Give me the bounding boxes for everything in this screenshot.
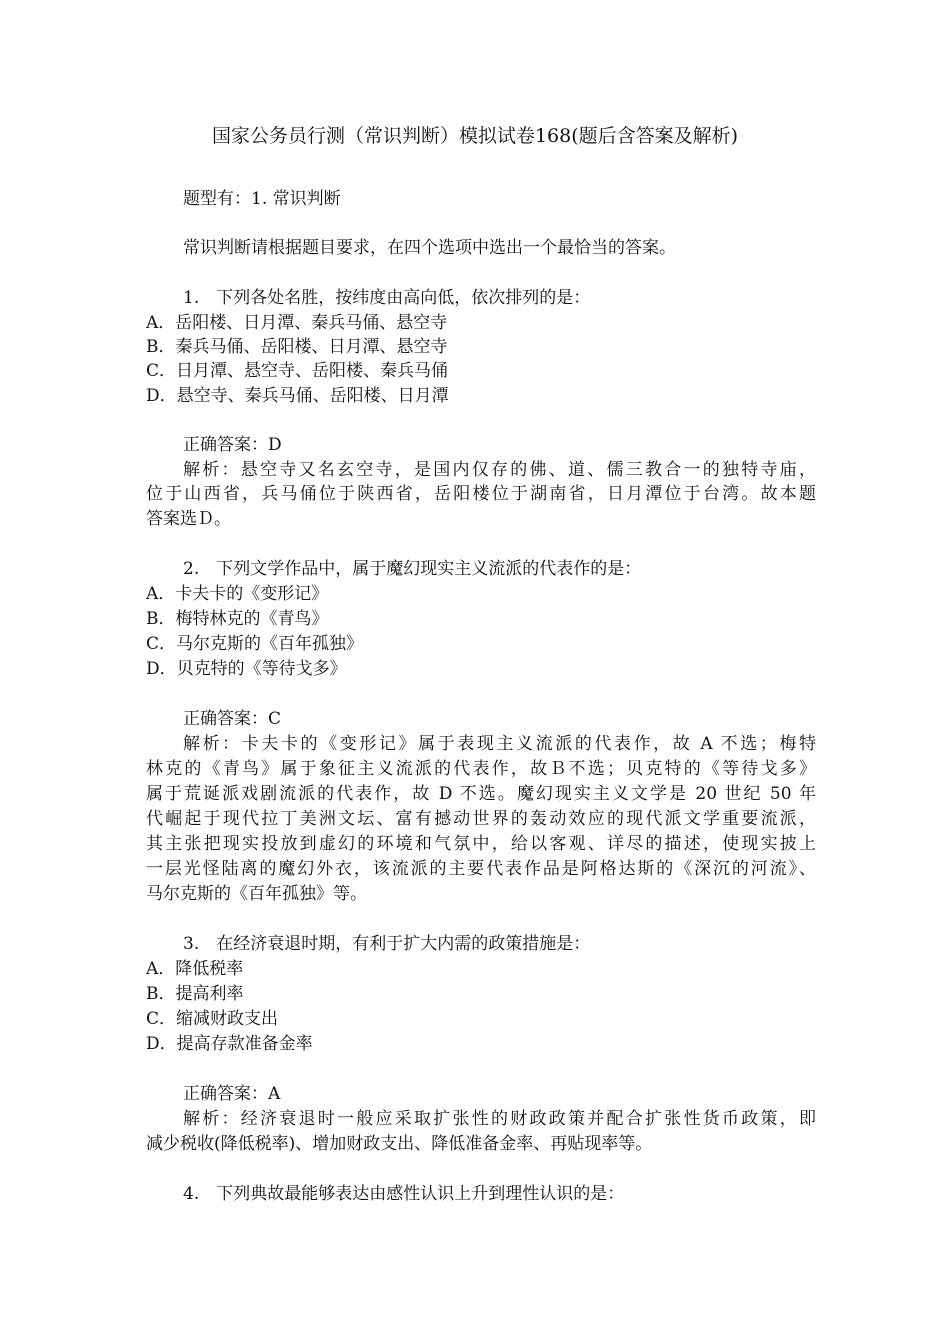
question-3-answer: 正确答案：A	[183, 1084, 281, 1104]
question-2-analysis-line: 代崛起于现代拉丁美洲文坛、富有撼动世界的轰动效应的现代派文学重要流派，	[146, 809, 816, 829]
question-3-option-d: D．提高存款准备金率	[146, 1034, 313, 1054]
question-2-analysis-line: 马尔克斯的《百年孤独》等。	[146, 884, 367, 904]
instruction-line: 常识判断请根据题目要求，在四个选项中选出一个最恰当的答案。	[183, 238, 676, 258]
question-1-option-b: B．秦兵马俑、岳阳楼、日月潭、悬空寺	[146, 337, 448, 357]
question-1-answer: 正确答案：D	[183, 435, 282, 455]
question-2-analysis-line: 林克的《青鸟》属于象征主义流派的代表作，故Ｂ不选；贝克特的《等待戈多》	[146, 759, 816, 779]
question-3-option-a: A．降低税率	[146, 959, 244, 979]
question-2-stem: 2. 下列文学作品中，属于魔幻现实主义流派的代表作的是：	[183, 559, 642, 579]
question-2-analysis-line: 其主张把现实投放到虚幻的环境和气氛中，给以客观、详尽的描述，使现实披上	[146, 834, 816, 854]
question-3-stem: 3. 在经济衰退时期，有利于扩大内需的政策措施是：	[183, 934, 591, 954]
question-1-stem: 1. 下列各处名胜，按纬度由高向低，依次排列的是：	[183, 288, 591, 308]
question-4-stem: 4. 下列典故最能够表达由感性认识上升到理性认识的是：	[183, 1184, 625, 1204]
question-2-option-b: B．梅特林克的《青鸟》	[146, 609, 329, 629]
question-1-analysis-line: 位于山西省，兵马俑位于陕西省，岳阳楼位于湖南省，日月潭位于台湾。故本题	[146, 484, 816, 504]
question-2-analysis-line: 解析：卡夫卡的《变形记》属于表现主义流派的代表作，故 A 不选；梅特	[183, 734, 816, 754]
question-3-analysis-line: 解析：经济衰退时一般应采取扩张性的财政政策并配合扩张性货币政策，即	[183, 1109, 816, 1129]
document-title: 国家公务员行测（常识判断）模拟试卷168(题后含答案及解析)	[211, 125, 739, 147]
question-1-analysis-line: 答案选Ｄ。	[146, 509, 231, 529]
question-3-analysis-line: 减少税收(降低税率)、增加财政支出、降低准备金率、再贴现率等。	[146, 1134, 653, 1154]
question-3-option-b: B．提高利率	[146, 984, 244, 1004]
question-1-option-a: A．岳阳楼、日月潭、秦兵马俑、悬空寺	[146, 313, 448, 333]
question-2-option-d: D．贝克特的《等待戈多》	[146, 659, 347, 679]
question-2-option-a: A．卡夫卡的《变形记》	[146, 584, 329, 604]
question-2-option-c: C．马尔克斯的《百年孤独》	[146, 634, 364, 654]
question-2-analysis-line: 属于荒诞派戏剧流派的代表作，故 D 不选。魔幻现实主义文学是 20 世纪 50 年	[146, 784, 816, 804]
question-3-option-c: C．缩减财政支出	[146, 1009, 279, 1029]
question-1-analysis-line: 解析：悬空寺又名玄空寺，是国内仅存的佛、道、儒三教合一的独特寺庙，	[183, 460, 816, 480]
question-1-option-d: D．悬空寺、秦兵马俑、岳阳楼、日月潭	[146, 386, 449, 406]
question-2-analysis-line: 一层光怪陆离的魔幻外衣，该流派的主要代表作品是阿格达斯的《深沉的河流》、	[146, 859, 816, 879]
question-1-option-c: C．日月潭、悬空寺、岳阳楼、秦兵马俑	[146, 361, 449, 381]
question-2-answer: 正确答案：C	[183, 709, 282, 729]
question-types-line: 题型有：1. 常识判断	[183, 189, 341, 209]
